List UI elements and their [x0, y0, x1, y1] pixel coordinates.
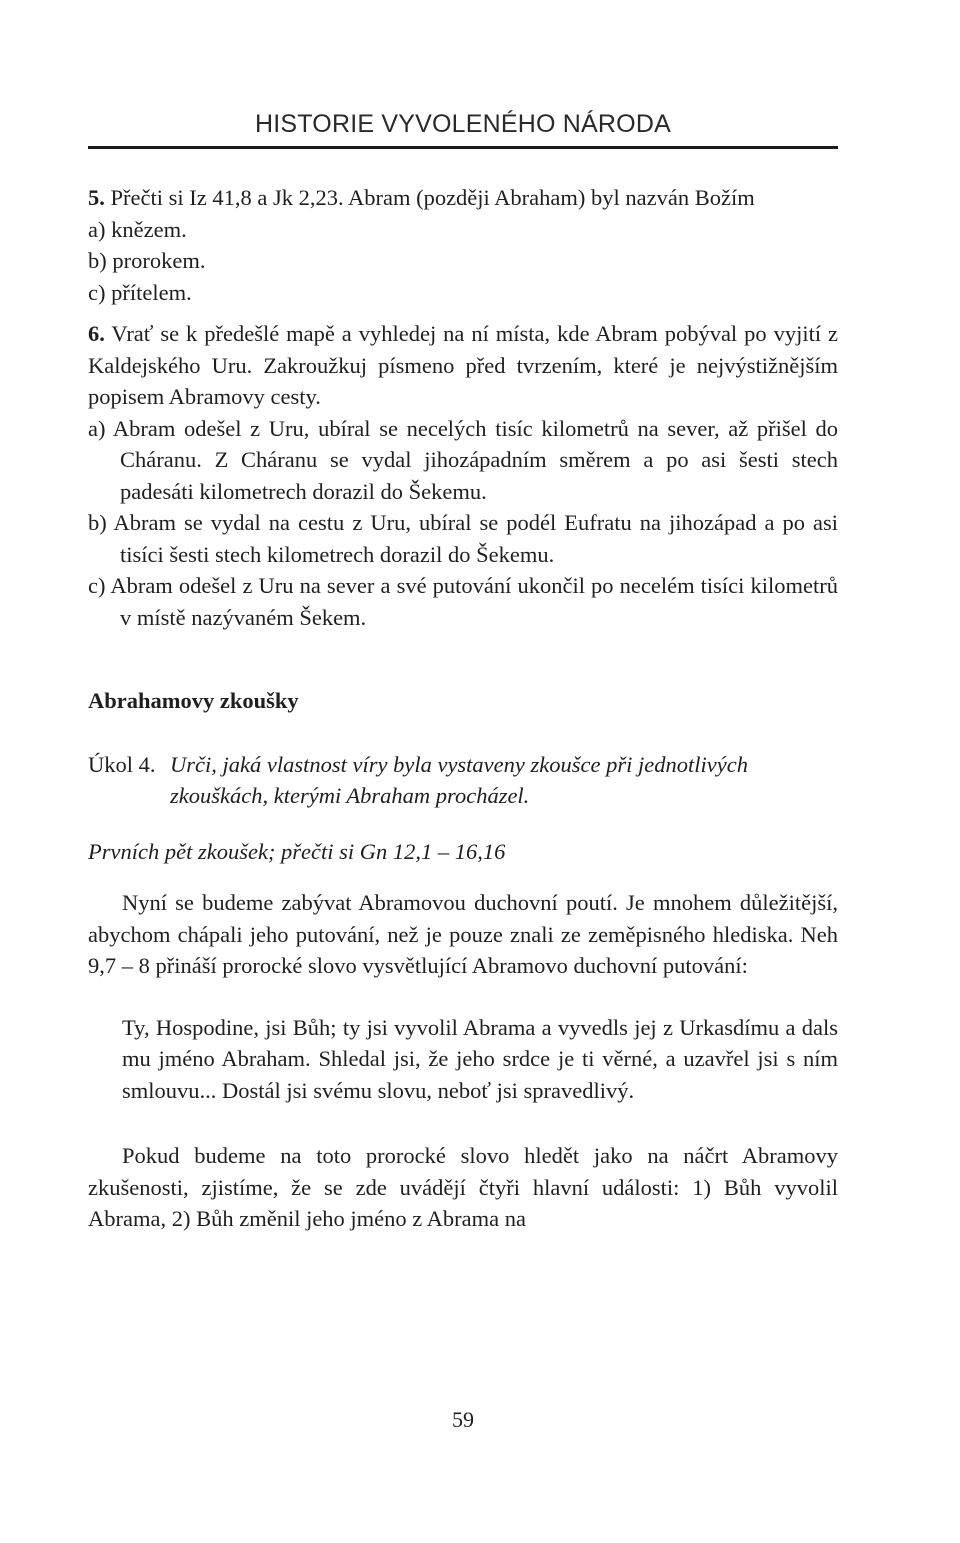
section-heading: Abrahamovy zkoušky — [88, 688, 299, 713]
task-label: Úkol 4. — [88, 751, 156, 777]
question-5-text — [88, 182, 838, 214]
question-6-option-a: a) Abram odešel z Uru, ubíral se necelých tisíc kilometrů na sever, až přišel do Cháranu. Z Cháranu se vydal jihozápadním směrem a po asi šesti stech padesáti kilometrech dorazil do Šekemu. — [88, 415, 838, 504]
running-header: HISTORIE VYVOLENÉHO NÁRODA — [255, 110, 671, 138]
question-6 — [88, 318, 838, 633]
question-5 — [88, 182, 838, 308]
question-5-prompt: Přečti si Iz 41,8 a Jk 2,23. Abram (později Abraham) byl nazván Božím — [110, 185, 755, 210]
scripture-quote: Ty, Hospodine, jsi Bůh; ty jsi vyvolil Abrama a vyvedls jej z Urkasdímu a dals mu jméno Abraham. Shledal jsi, že jeho srdce je ti věrné, a uzavřel jsi s ním smlouvu... Dostál jsi svému slovu, neboť jsi spravedlivý. — [122, 1014, 838, 1103]
page-number: 59 — [452, 1407, 474, 1432]
question-6-prompt: Vrať se k předešlé mapě a vyhledej na ní místa, kde Abram pobýval po vyjití z Kaldejského Uru. Zakroužkuj písmeno před tvrzením, které je nejvýstižnějším popisem Abramovy cesty. — [88, 321, 838, 409]
question-6-text — [88, 318, 838, 413]
book-page — [88, 0, 838, 1543]
paragraph-intro: Nyní se budeme zabývat Abramovou duchovní poutí. Je mnohem důležitější, abychom chápali jeho putování, než je pouze znali ze zeměpisného hlediska. Neh 9,7 – 8 přináší prorocké slovo vysvětlující Abramovo duchovní putování: — [88, 890, 838, 978]
paragraph-analysis: Pokud budeme na toto prorocké slovo hledět jako na náčrt Abramovy zkušenosti, zjistíme, že se zde uvádějí čtyři hlavní události: 1) Bůh vyvolil Abrama, 2) Bůh změnil jeho jméno z Abrama na — [88, 1143, 838, 1231]
task-text: Urči, jaká vlastnost víry byla vystaveny zkoušce při jednotlivých zkouškách, kterými Abraham procházel. — [170, 751, 748, 808]
question-6-number: 6. — [88, 321, 105, 346]
question-6-option-c: c) Abram odešel z Uru na sever a své putování ukončil po necelém tisíci kilometrů v místě nazývaném Šekem. — [88, 573, 838, 630]
reading-subheading: Prvních pět zkoušek; přečti si Gn 12,1 – 16,16 — [88, 838, 506, 864]
question-5-option-a: a) knězem. — [88, 216, 187, 242]
task-4 — [88, 749, 838, 812]
question-5-option-b: b) prorokem. — [88, 248, 206, 273]
question-6-option-b: b) Abram se vydal na cestu z Uru, ubíral se podél Eufratu na jihozápad a po asi tisíci šesti stech kilometrech dorazil do Šekemu. — [88, 510, 838, 567]
page-content — [88, 182, 838, 1235]
question-5-number: 5. — [88, 185, 105, 210]
question-5-option-c: c) přítelem. — [88, 279, 192, 305]
header-rule — [88, 146, 838, 149]
